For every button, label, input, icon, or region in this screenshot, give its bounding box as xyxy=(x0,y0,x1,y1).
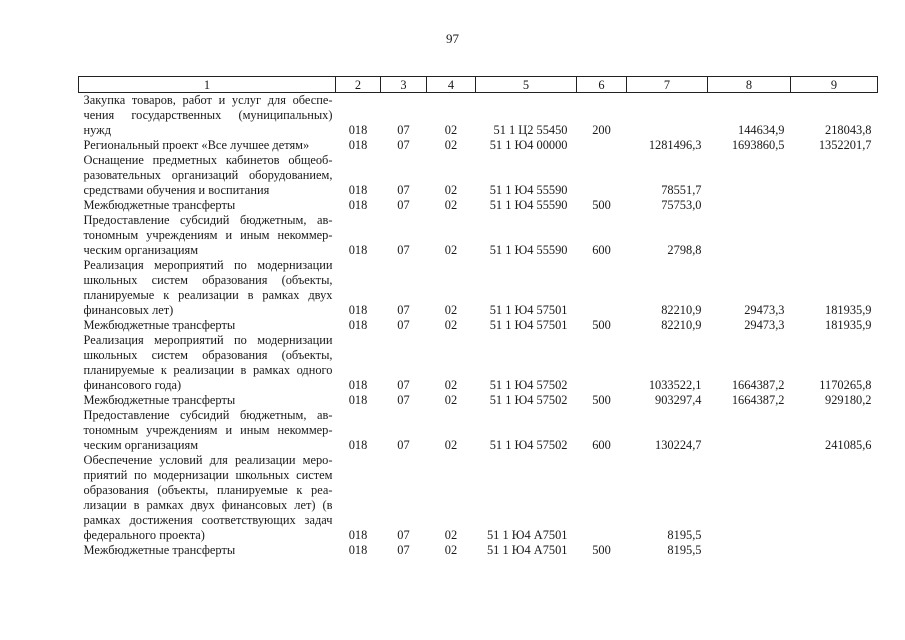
header-cell: 8 xyxy=(708,77,791,93)
header-cell: 9 xyxy=(791,77,878,93)
row-value-cell-c6: 600 xyxy=(592,438,611,452)
table-row xyxy=(79,393,878,408)
row-name-cell: Обеспечение условий для реализации меро-приятий по модернизации школьных систем образования (объекты, планируемые к реа-лизации в рамках двух финансовых лет) (в рамках достижения соответствующих задач федерального проекта) xyxy=(83,453,333,542)
row-value-cell-c9: 218043,8 xyxy=(825,123,872,137)
row-name-cell: Межбюджетные трансферты xyxy=(83,543,236,557)
header-cell: 4 xyxy=(427,77,476,93)
row-value-cell-c4: 02 xyxy=(444,438,458,452)
row-value-cell-c3: 07 xyxy=(397,528,410,542)
row-value-cell-c5: 51 1 Ю4 57501 xyxy=(489,303,568,317)
row-value-cell-c6: 500 xyxy=(592,543,611,557)
row-value-cell-c6 xyxy=(577,453,627,543)
row-value-cell-c5: 51 1 Ю4 55590 xyxy=(489,183,568,197)
row-value-cell-c4: 02 xyxy=(444,378,458,392)
table-row xyxy=(79,333,878,393)
row-value-cell-c2: 018 xyxy=(348,378,368,392)
row-value-cell-c9 xyxy=(791,453,878,543)
row-value-cell-c7: 130224,7 xyxy=(655,438,702,452)
header-cell: 3 xyxy=(381,77,427,93)
row-name-cell: Оснащение предметных кабинетов общеоб-разовательных организаций оборудованием, средствами обучения и воспитания xyxy=(83,153,333,197)
row-value-cell-c8: 29473,3 xyxy=(744,318,785,332)
row-value-cell-c2: 018 xyxy=(348,543,368,557)
row-value-cell-c9 xyxy=(791,198,878,213)
row-value-cell-c5: 51 1 Ю4 57502 xyxy=(489,393,568,407)
row-value-cell-c6 xyxy=(577,138,627,153)
row-name-cell: Межбюджетные трансферты xyxy=(83,198,236,212)
row-value-cell-c3: 07 xyxy=(397,318,410,332)
row-value-cell-c7: 1281496,3 xyxy=(648,138,702,152)
row-name-cell: Реализация мероприятий по модернизации школьных систем образования (объекты, планируемые к реализации в рамках одного финансового года) xyxy=(83,333,333,392)
row-value-cell-c3: 07 xyxy=(397,303,410,317)
row-value-cell-c5: 51 1 Ю4 00000 xyxy=(489,138,568,152)
row-value-cell-c6 xyxy=(577,333,627,393)
row-value-cell-c7: 8195,5 xyxy=(667,528,702,542)
table-body xyxy=(79,93,878,559)
row-value-cell-c8: 1693860,5 xyxy=(731,138,785,152)
row-value-cell-c2: 018 xyxy=(348,123,368,137)
row-value-cell-c9: 181935,9 xyxy=(825,318,872,332)
row-value-cell-c4: 02 xyxy=(444,183,458,197)
row-value-cell-c8 xyxy=(708,213,791,258)
row-value-cell-c4: 02 xyxy=(444,303,458,317)
table-row xyxy=(79,138,878,153)
row-value-cell-c5: 51 1 Ю4 57502 xyxy=(489,438,568,452)
table-row xyxy=(79,318,878,333)
header-cell: 5 xyxy=(476,77,577,93)
row-value-cell-c9 xyxy=(791,213,878,258)
row-value-cell-c6: 500 xyxy=(592,198,611,212)
row-value-cell-c9: 1352201,7 xyxy=(818,138,872,152)
row-value-cell-c5: 51 1 Ю4 57501 xyxy=(489,318,568,332)
row-value-cell-c9 xyxy=(791,543,878,558)
row-value-cell-c5: 51 1 Ц2 55450 xyxy=(493,123,568,137)
row-value-cell-c3: 07 xyxy=(397,138,410,152)
table-row xyxy=(79,213,878,258)
budget-table xyxy=(78,76,878,558)
row-value-cell-c5: 51 1 Ю4 57502 xyxy=(489,378,568,392)
row-name-cell: Межбюджетные трансферты xyxy=(83,393,236,407)
row-value-cell-c5: 51 1 Ю4 55590 xyxy=(489,198,568,212)
row-value-cell-c7: 82210,9 xyxy=(661,303,702,317)
row-value-cell-c9: 1170265,8 xyxy=(819,378,872,392)
row-value-cell-c8: 144634,9 xyxy=(738,123,785,137)
table-row xyxy=(79,93,878,139)
row-name-cell: Межбюджетные трансферты xyxy=(83,318,236,332)
row-value-cell-c3: 07 xyxy=(397,393,410,407)
row-value-cell-c6: 500 xyxy=(592,318,611,332)
header-cell: 6 xyxy=(577,77,627,93)
row-value-cell-c6 xyxy=(577,153,627,198)
row-value-cell-c7: 78551,7 xyxy=(661,183,702,197)
table-row xyxy=(79,258,878,318)
row-name-cell: Предоставление субсидий бюджетным, ав-тономным учреждениям и иным некоммер-ческим организациям xyxy=(83,213,333,257)
row-value-cell-c2: 018 xyxy=(348,393,368,407)
row-value-cell-c3: 07 xyxy=(397,123,410,137)
row-value-cell-c4: 02 xyxy=(444,123,458,137)
row-value-cell-c8 xyxy=(708,543,791,558)
row-value-cell-c5: 51 1 Ю4 А7501 xyxy=(486,543,568,557)
row-value-cell-c8 xyxy=(708,453,791,543)
row-name-cell: Закупка товаров, работ и услуг для обеспе-чения государственных (муниципальных) нужд xyxy=(83,93,333,137)
row-value-cell-c4: 02 xyxy=(444,198,458,212)
row-value-cell-c9 xyxy=(791,153,878,198)
row-value-cell-c7: 82210,9 xyxy=(661,318,702,332)
row-value-cell-c8: 1664387,2 xyxy=(731,378,785,392)
header-cell: 2 xyxy=(336,77,381,93)
row-value-cell-c6 xyxy=(577,258,627,318)
table-row xyxy=(79,543,878,558)
row-value-cell-c3: 07 xyxy=(397,543,410,557)
row-value-cell-c9: 241085,6 xyxy=(825,438,872,452)
row-value-cell-c3: 07 xyxy=(397,243,410,257)
header-cell: 1 xyxy=(79,77,336,93)
table-row xyxy=(79,153,878,198)
row-value-cell-c3: 07 xyxy=(397,198,410,212)
row-value-cell-c2: 018 xyxy=(348,528,368,542)
row-value-cell-c7: 8195,5 xyxy=(667,543,702,557)
table-row xyxy=(79,408,878,453)
row-value-cell-c2: 018 xyxy=(348,243,368,257)
row-value-cell-c4: 02 xyxy=(444,318,458,332)
table-row xyxy=(79,453,878,543)
table-header xyxy=(79,77,878,93)
row-name-cell: Предоставление субсидий бюджетным, ав-тономным учреждениям и иным некоммер-ческим организациям xyxy=(83,408,333,452)
row-value-cell-c2: 018 xyxy=(348,183,368,197)
row-value-cell-c4: 02 xyxy=(444,243,458,257)
row-value-cell-c2: 018 xyxy=(348,138,368,152)
row-value-cell-c4: 02 xyxy=(444,543,458,557)
row-value-cell-c7: 2798,8 xyxy=(667,243,702,257)
row-value-cell-c7: 75753,0 xyxy=(661,198,702,212)
row-value-cell-c7: 1033522,1 xyxy=(648,378,702,392)
row-value-cell-c7 xyxy=(627,93,708,139)
row-value-cell-c8 xyxy=(708,153,791,198)
row-value-cell-c7: 903297,4 xyxy=(655,393,702,407)
row-value-cell-c2: 018 xyxy=(348,198,368,212)
row-value-cell-c5: 51 1 Ю4 55590 xyxy=(489,243,568,257)
row-value-cell-c2: 018 xyxy=(348,438,368,452)
row-value-cell-c9: 929180,2 xyxy=(825,393,872,407)
row-value-cell-c3: 07 xyxy=(397,183,410,197)
row-value-cell-c4: 02 xyxy=(444,393,458,407)
row-value-cell-c6: 500 xyxy=(592,393,611,407)
header-cell: 7 xyxy=(627,77,708,93)
row-value-cell-c6: 600 xyxy=(592,243,611,257)
page-number: 97 xyxy=(446,31,459,46)
row-value-cell-c4: 02 xyxy=(444,528,458,542)
row-value-cell-c3: 07 xyxy=(397,378,410,392)
row-value-cell-c5: 51 1 Ю4 А7501 xyxy=(486,528,568,542)
row-value-cell-c4: 02 xyxy=(444,138,458,152)
row-name-cell: Реализация мероприятий по модернизации школьных систем образования (объекты, планируемые к реализации в рамках двух финансовых лет) xyxy=(83,258,333,317)
row-value-cell-c6: 200 xyxy=(592,123,611,137)
table-row xyxy=(79,198,878,213)
row-value-cell-c9: 181935,9 xyxy=(825,303,872,317)
row-value-cell-c8 xyxy=(708,408,791,453)
row-value-cell-c3: 07 xyxy=(397,438,410,452)
row-value-cell-c2: 018 xyxy=(348,318,368,332)
row-value-cell-c8: 29473,3 xyxy=(744,303,785,317)
header-row xyxy=(79,77,878,93)
row-value-cell-c8: 1664387,2 xyxy=(731,393,785,407)
row-name-cell: Региональный проект «Все лучшее детям» xyxy=(83,138,310,152)
row-value-cell-c2: 018 xyxy=(348,303,368,317)
row-value-cell-c8 xyxy=(708,198,791,213)
